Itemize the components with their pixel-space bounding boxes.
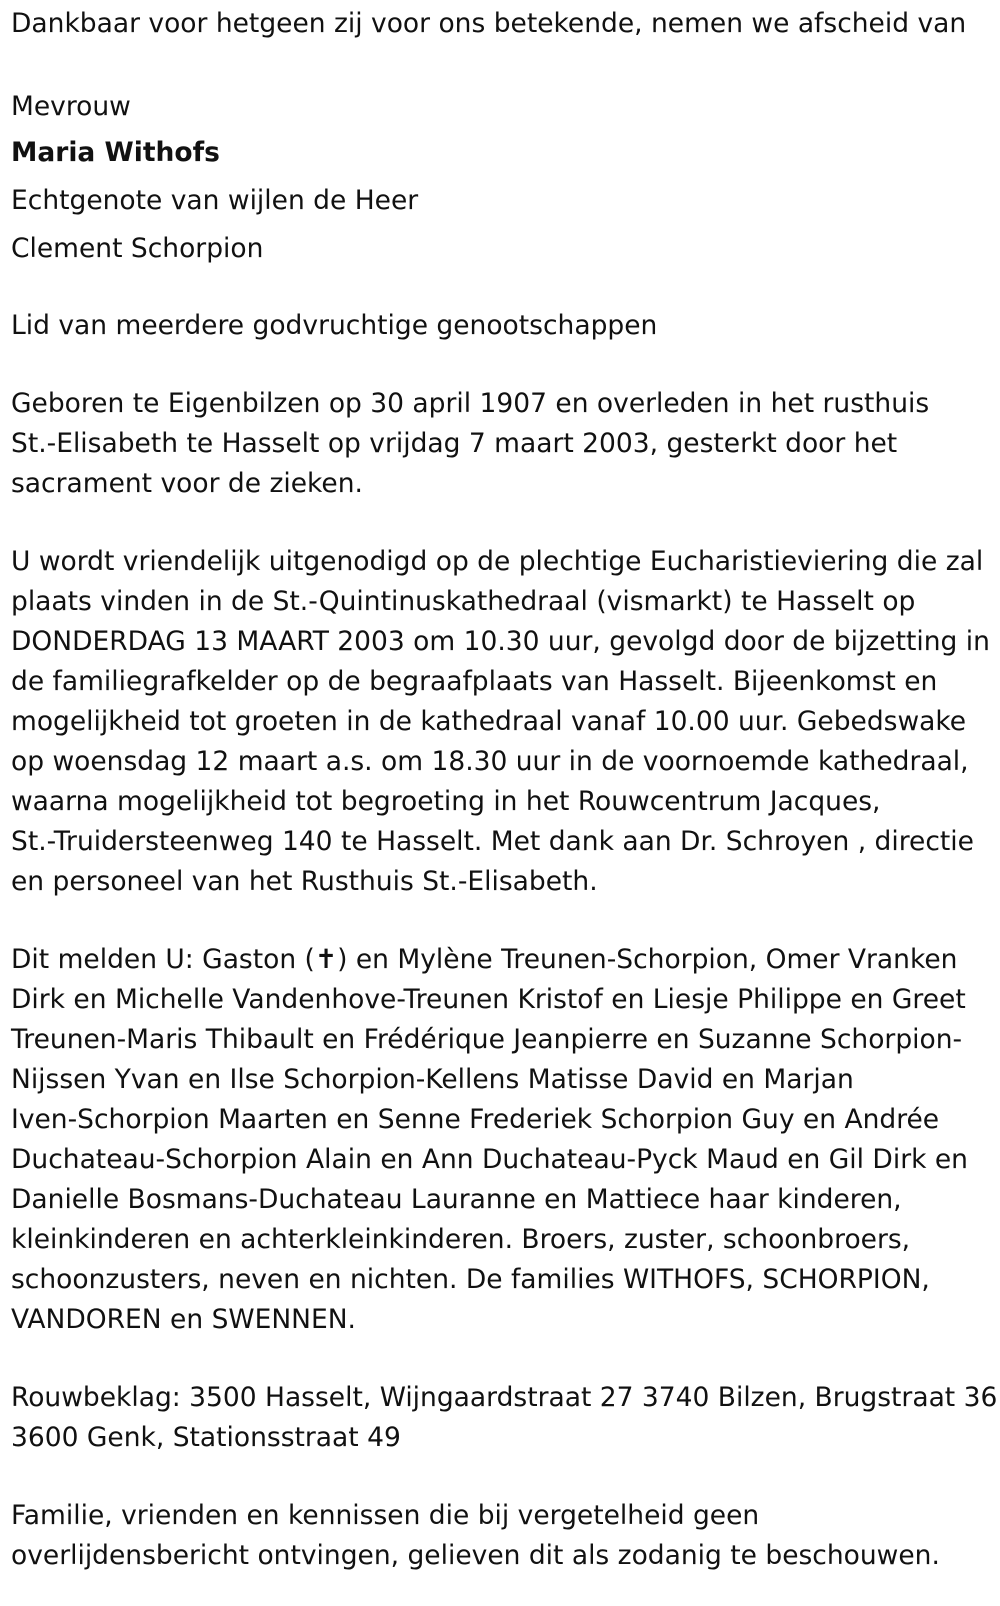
paragraph-line: Duchateau-Schorpion Alain en Ann Duchateau-Pyck Maud en Gil Dirk en: [11, 1144, 968, 1175]
membership-text: Lid van meerdere godvruchtige genootschappen: [11, 310, 658, 341]
paragraph-line: VANDOREN en SWENNEN.: [11, 1304, 356, 1335]
birth-death-paragraph: [11, 384, 996, 504]
paragraph-line: Dirk en Michelle Vandenhove-Treunen Kristof en Liesje Philippe en Greet: [11, 984, 966, 1015]
paragraph-line: waarna mogelijkheid tot begroeting in het Rouwcentrum Jacques,: [11, 786, 881, 817]
paragraph-line: en personeel van het Rusthuis St.-Elisabeth.: [11, 866, 598, 897]
paragraph-line: DONDERDAG 13 MAART 2003 om 10.30 uur, gevolgd door de bijzetting in: [11, 626, 990, 657]
paragraph-line: Iven-Schorpion Maarten en Senne Frederiek Schorpion Guy en Andrée: [11, 1104, 940, 1135]
paragraph-line: schoonzusters, neven en nichten. De families WITHOFS, SCHORPION,: [11, 1264, 930, 1295]
title-text: Mevrouw: [11, 91, 131, 122]
paragraph-line: U wordt vriendelijk uitgenodigd op de plechtige Eucharistieviering die zal: [11, 546, 984, 577]
condolence-paragraph: [11, 1378, 996, 1458]
spacer: [11, 504, 996, 542]
spacer: [11, 902, 996, 940]
deceased-name: Maria Withofs: [11, 137, 220, 168]
spacer: [11, 1458, 996, 1496]
paragraph-line: overlijdensbericht ontvingen, gelieven dit als zodanig te beschouwen.: [11, 1540, 940, 1571]
spacer: [11, 346, 996, 384]
paragraph-line: Rouwbeklag: 3500 Hasselt, Wijngaardstraat 27 3740 Bilzen, Brugstraat 36: [11, 1382, 998, 1413]
paragraph-line: plaats vinden in de St.-Quintinuskathedraal (vismarkt) te Hasselt op: [11, 586, 916, 617]
paragraph-line: Treunen-Maris Thibault en Frédérique Jeanpierre en Suzanne Schorpion-: [11, 1024, 963, 1055]
paragraph-line: op woensdag 12 maart a.s. om 18.30 uur in de voornoemde kathedraal,: [11, 746, 969, 777]
paragraph-line: Danielle Bosmans-Duchateau Lauranne en Mattiece haar kinderen,: [11, 1184, 902, 1215]
paragraph-line: sacrament voor de zieken.: [11, 468, 363, 499]
intro-text: Dankbaar voor hetgeen zij voor ons betekende, nemen we afscheid van: [11, 8, 967, 39]
paragraph-line: Geboren te Eigenbilzen op 30 april 1907 en overleden in het rusthuis: [11, 388, 930, 419]
paragraph-line: mogelijkheid tot groeten in de kathedraal vanaf 10.00 uur. Gebedswake: [11, 706, 967, 737]
spouse-line-2: Clement Schorpion: [11, 233, 264, 264]
spacer: [11, 273, 996, 306]
paragraph-line: St.-Elisabeth te Hasselt op vrijdag 7 maart 2003, gesterkt door het: [11, 428, 898, 459]
spacer: [11, 1340, 996, 1378]
spouse-line-1: Echtgenote van wijlen de Heer: [11, 185, 419, 216]
closing-paragraph: [11, 1496, 996, 1576]
paragraph-line: kleinkinderen en achterkleinkinderen. Broers, zuster, schoonbroers,: [11, 1224, 911, 1255]
paragraph-line: Nijssen Yvan en Ilse Schorpion-Kellens Matisse David en Marjan: [11, 1064, 854, 1095]
spacer: [11, 44, 996, 84]
paragraph-line: de familiegrafkelder op de begraafplaats van Hasselt. Bijeenkomst en: [11, 666, 938, 697]
ceremony-paragraph: [11, 542, 996, 902]
paragraph-line: 3600 Genk, Stationsstraat 49: [11, 1422, 401, 1453]
family-paragraph: [11, 940, 996, 1340]
paragraph-line: Familie, vrienden en kennissen die bij vergetelheid geen: [11, 1500, 760, 1531]
paragraph-line: St.-Truidersteenweg 140 te Hasselt. Met dank aan Dr. Schroyen , directie: [11, 826, 974, 857]
paragraph-line: Dit melden U: Gaston (✝) en Mylène Treunen-Schorpion, Omer Vranken: [11, 944, 958, 975]
